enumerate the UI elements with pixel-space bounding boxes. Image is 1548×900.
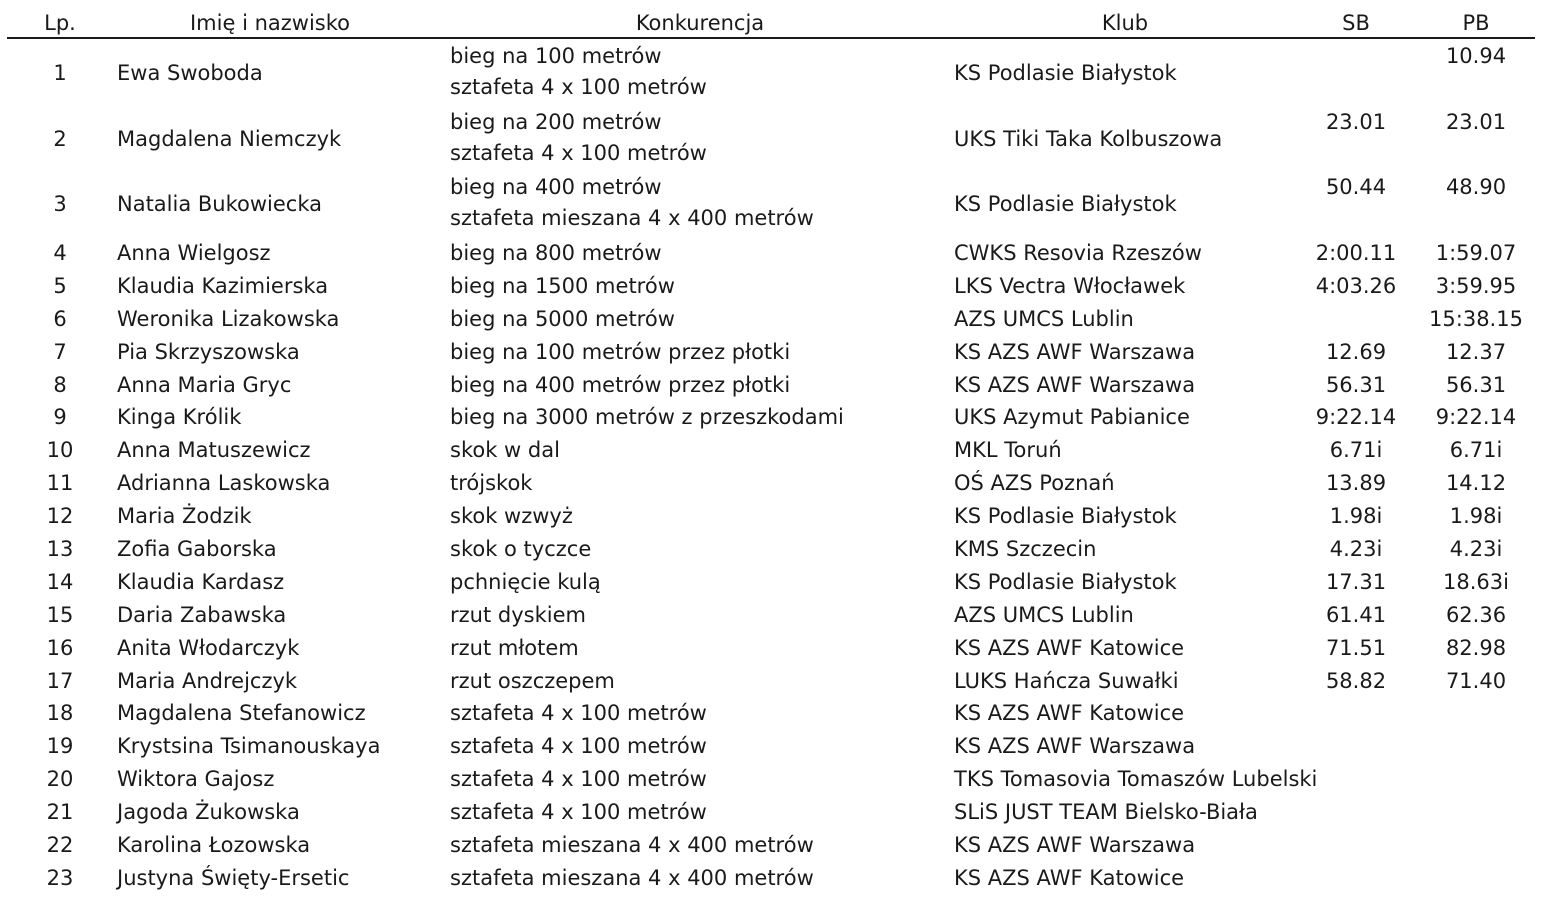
row-pb: 48.90: [1445, 175, 1507, 199]
table-row: [0, 468, 1548, 501]
row-lp: 14: [46, 570, 74, 594]
row-club: KS AZS AWF Katowice: [954, 701, 1185, 725]
row-name: Pia Skrzyszowska: [117, 340, 300, 364]
row-club: KS AZS AWF Warszawa: [954, 340, 1196, 364]
row-event: sztafeta 4 x 100 metrów: [450, 767, 707, 791]
row-name: Wiktora Gajosz: [117, 767, 275, 791]
row-event: bieg na 5000 metrów: [450, 307, 675, 331]
row-name: Justyna Święty-Ersetic: [117, 866, 350, 890]
row-events: [450, 666, 615, 697]
row-lp: 10: [46, 438, 74, 462]
row-name: Daria Zabawska: [117, 603, 287, 627]
row-sb: 56.31: [1325, 373, 1387, 397]
table-header: [0, 8, 1548, 38]
row-event: bieg na 1500 metrów: [450, 274, 675, 298]
row-pb: 6.71i: [1449, 438, 1503, 462]
table-row: [0, 41, 1548, 105]
row-club: KS AZS AWF Katowice: [954, 866, 1185, 890]
row-events: [450, 271, 675, 302]
table-row: [0, 534, 1548, 567]
row-sb: 17.31: [1325, 570, 1387, 594]
row-name: Anna Maria Gryc: [117, 373, 292, 397]
table-row: [0, 698, 1548, 731]
row-lp: 20: [46, 767, 74, 791]
row-sb: 23.01: [1325, 110, 1387, 134]
row-event: sztafeta mieszana 4 x 400 metrów: [450, 833, 814, 857]
row-sb: 50.44: [1325, 175, 1387, 199]
row-club: MKL Toruń: [954, 438, 1062, 462]
table-row: [0, 271, 1548, 304]
row-pb: 3:59.95: [1435, 274, 1517, 298]
row-event: bieg na 400 metrów przez płotki: [450, 373, 791, 397]
row-name: Weronika Lizakowska: [117, 307, 340, 331]
table-row: [0, 370, 1548, 403]
row-events: [450, 402, 844, 433]
row-event: bieg na 3000 metrów z przeszkodami: [450, 405, 844, 429]
row-event: trójskok: [450, 471, 533, 495]
row-events: [450, 435, 560, 466]
row-club: OŚ AZS Poznań: [954, 471, 1115, 495]
row-lp: 17: [46, 669, 74, 693]
row-events: [450, 731, 707, 762]
row-club: LKS Vectra Włocławek: [954, 274, 1186, 298]
row-club: AZS UMCS Lublin: [954, 307, 1134, 331]
row-events: [450, 238, 662, 269]
table-row: [0, 107, 1548, 171]
row-sb: 6.71i: [1329, 438, 1383, 462]
row-event: sztafeta 4 x 100 metrów: [450, 141, 707, 165]
row-pb: 1:59.07: [1435, 241, 1517, 265]
row-lp: 22: [46, 833, 74, 857]
row-events: [450, 764, 707, 795]
row-lp: 13: [46, 537, 74, 561]
row-event: sztafeta mieszana 4 x 400 metrów: [450, 866, 814, 890]
row-pb: 15:38.15: [1429, 307, 1523, 331]
row-sb: 58.82: [1325, 669, 1387, 693]
row-events: [450, 633, 579, 664]
row-lp: 23: [46, 866, 74, 890]
row-event: skok o tyczce: [450, 537, 592, 561]
table-row: [0, 435, 1548, 468]
table-row: [0, 633, 1548, 666]
row-sb: 2:00.11: [1315, 241, 1397, 265]
row-lp: 15: [46, 603, 74, 627]
row-event: bieg na 200 metrów: [450, 110, 662, 134]
row-events: [450, 468, 532, 499]
row-event: bieg na 100 metrów przez płotki: [450, 340, 791, 364]
row-event: sztafeta 4 x 100 metrów: [450, 800, 707, 824]
row-name: Ewa Swoboda: [117, 61, 263, 85]
row-events: [450, 567, 601, 598]
row-club: KMS Szczecin: [954, 537, 1097, 561]
row-event: rzut oszczepem: [450, 669, 615, 693]
row-sb: 1.98i: [1329, 504, 1383, 528]
header-divider: [7, 37, 1535, 39]
row-club: SLiS JUST TEAM Bielsko-Biała: [954, 800, 1258, 824]
row-lp: 18: [46, 701, 74, 725]
row-name: Klaudia Kazimierska: [117, 274, 329, 298]
row-lp: 11: [46, 471, 74, 495]
header-sb: SB: [1342, 11, 1370, 35]
row-name: Kinga Królik: [117, 405, 242, 429]
row-events: [450, 304, 675, 335]
row-sb: 61.41: [1325, 603, 1387, 627]
row-events: [450, 337, 790, 368]
row-events: [450, 534, 591, 565]
row-pb: 62.36: [1445, 603, 1507, 627]
row-name: Klaudia Kardasz: [117, 570, 285, 594]
row-club: AZS UMCS Lublin: [954, 603, 1134, 627]
table-row: [0, 567, 1548, 600]
row-events: [450, 600, 586, 631]
row-event: bieg na 800 metrów: [450, 241, 662, 265]
row-pb: 10.94: [1445, 44, 1507, 68]
row-name: Maria Andrejczyk: [117, 669, 298, 693]
row-events: [450, 830, 814, 861]
row-event: sztafeta 4 x 100 metrów: [450, 701, 707, 725]
row-name: Anita Włodarczyk: [117, 636, 300, 660]
row-name: Anna Wielgosz: [117, 241, 271, 265]
header-pb: PB: [1462, 11, 1490, 35]
table-row: [0, 402, 1548, 435]
table-row: [0, 501, 1548, 534]
row-pb: 14.12: [1445, 471, 1507, 495]
row-events: [450, 172, 814, 234]
row-sb: 4.23i: [1329, 537, 1383, 561]
header-event: Konkurencja: [635, 11, 765, 35]
row-event: rzut dyskiem: [450, 603, 586, 627]
row-events: [450, 370, 790, 401]
row-club: KS AZS AWF Katowice: [954, 636, 1185, 660]
row-name: Magdalena Stefanowicz: [117, 701, 366, 725]
row-sb: 12.69: [1325, 340, 1387, 364]
row-lp: 7: [53, 340, 67, 364]
row-pb: 9:22.14: [1435, 405, 1517, 429]
row-sb: 71.51: [1325, 636, 1387, 660]
row-events: [450, 698, 707, 729]
table-row: [0, 337, 1548, 370]
table-row: [0, 238, 1548, 271]
row-name: Maria Żodzik: [117, 504, 252, 528]
row-club: KS Podlasie Białystok: [954, 504, 1177, 528]
row-pb: 1.98i: [1449, 504, 1503, 528]
row-events: [450, 41, 707, 103]
row-club: UKS Tiki Taka Kolbuszowa: [954, 127, 1223, 151]
row-club: UKS Azymut Pabianice: [954, 405, 1190, 429]
row-lp: 3: [53, 192, 67, 216]
row-pb: 4.23i: [1449, 537, 1503, 561]
row-lp: 9: [53, 405, 67, 429]
row-name: Krystsina Tsimanouskaya: [117, 734, 381, 758]
row-sb: 9:22.14: [1315, 405, 1397, 429]
row-club: LUKS Hańcza Suwałki: [954, 669, 1179, 693]
row-lp: 2: [53, 127, 67, 151]
row-events: [450, 863, 814, 894]
row-lp: 4: [53, 241, 67, 265]
header-lp: Lp.: [44, 11, 76, 35]
row-pb: 71.40: [1445, 669, 1507, 693]
header-name: Imię i nazwisko: [189, 11, 350, 35]
row-club: KS AZS AWF Warszawa: [954, 373, 1196, 397]
row-pb: 18.63i: [1443, 570, 1509, 594]
row-lp: 6: [53, 307, 67, 331]
row-pb: 12.37: [1445, 340, 1507, 364]
header-club: Klub: [1101, 11, 1149, 35]
row-club: KS Podlasie Białystok: [954, 61, 1177, 85]
row-events: [450, 797, 707, 828]
table-row: [0, 731, 1548, 764]
row-lp: 1: [53, 61, 67, 85]
row-name: Magdalena Niemczyk: [117, 127, 342, 151]
row-event: pchnięcie kulą: [450, 570, 601, 594]
table-row: [0, 863, 1548, 896]
row-event: rzut młotem: [450, 636, 579, 660]
row-name: Natalia Bukowiecka: [117, 192, 323, 216]
table-row: [0, 304, 1548, 337]
row-event: skok w dal: [450, 438, 560, 462]
row-event: sztafeta 4 x 100 metrów: [450, 734, 707, 758]
table-row: [0, 764, 1548, 797]
row-event: sztafeta 4 x 100 metrów: [450, 75, 707, 99]
row-lp: 8: [53, 373, 67, 397]
row-name: Anna Matuszewicz: [117, 438, 311, 462]
row-lp: 19: [46, 734, 74, 758]
row-sb: 13.89: [1325, 471, 1387, 495]
row-event: skok wzwyż: [450, 504, 573, 528]
row-sb: 4:03.26: [1315, 274, 1397, 298]
row-pb: 23.01: [1445, 110, 1507, 134]
row-club: CWKS Resovia Rzeszów: [954, 241, 1202, 265]
table-row: [0, 666, 1548, 699]
row-event: bieg na 400 metrów: [450, 175, 662, 199]
row-name: Jagoda Żukowska: [117, 800, 300, 824]
row-name: Karolina Łozowska: [117, 833, 311, 857]
row-lp: 5: [53, 274, 67, 298]
row-pb: 56.31: [1445, 373, 1507, 397]
row-name: Zofia Gaborska: [117, 537, 277, 561]
row-club: KS Podlasie Białystok: [954, 570, 1177, 594]
row-club: KS Podlasie Białystok: [954, 192, 1177, 216]
row-club: TKS Tomasovia Tomaszów Lubelski: [954, 767, 1318, 791]
row-event: bieg na 100 metrów: [450, 44, 662, 68]
row-pb: 82.98: [1445, 636, 1507, 660]
table-row: [0, 830, 1548, 863]
row-event: sztafeta mieszana 4 x 400 metrów: [450, 206, 814, 230]
table-row: [0, 797, 1548, 830]
table-row: [0, 600, 1548, 633]
row-events: [450, 501, 573, 532]
row-lp: 21: [46, 800, 74, 824]
row-club: KS AZS AWF Warszawa: [954, 734, 1196, 758]
table-row: [0, 172, 1548, 236]
row-lp: 16: [46, 636, 74, 660]
row-club: KS AZS AWF Warszawa: [954, 833, 1196, 857]
row-lp: 12: [46, 504, 74, 528]
row-events: [450, 107, 707, 169]
row-name: Adrianna Laskowska: [117, 471, 331, 495]
